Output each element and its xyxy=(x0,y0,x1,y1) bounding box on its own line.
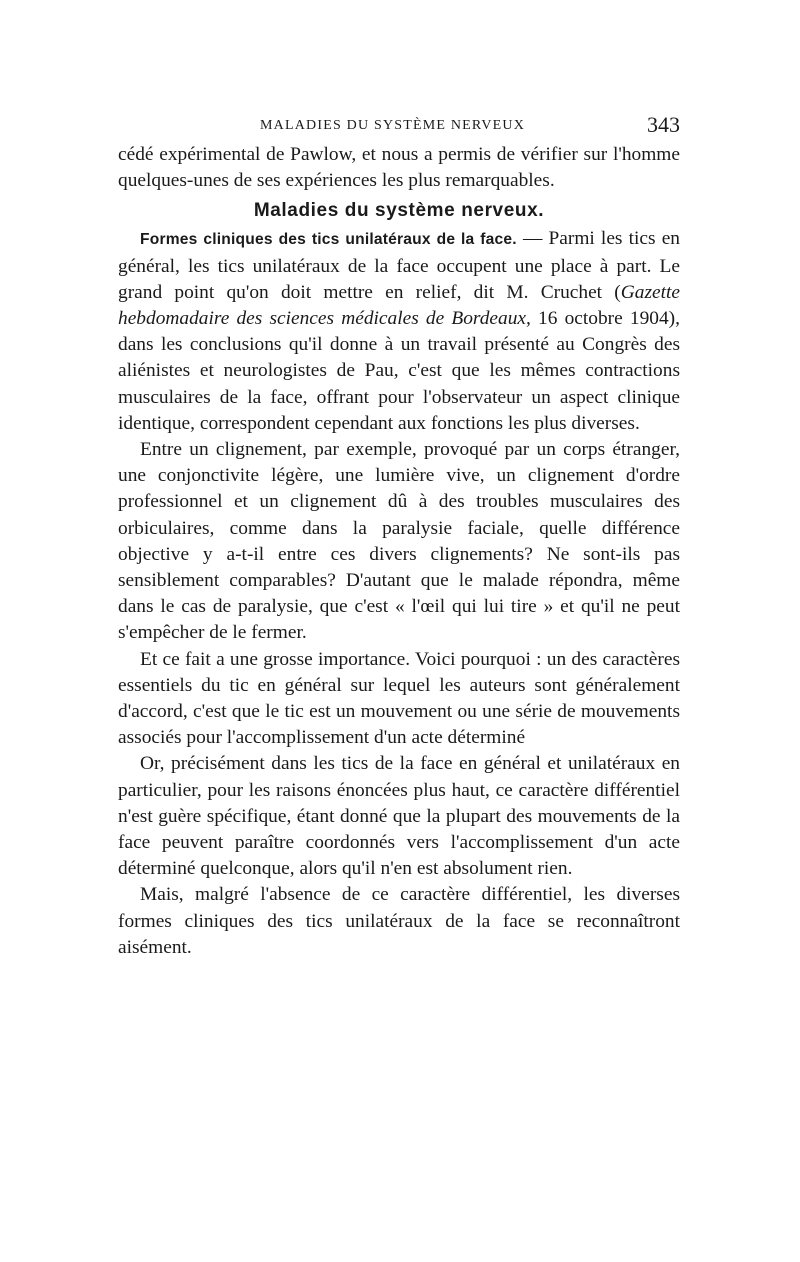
paragraph-1 xyxy=(118,226,680,437)
paragraph-1-text-b: 16 octobre 1904), dans les conclusions qu'il donne à un travail présenté au Congrès des aliénistes et neurologistes de Pau, c'est que les mêmes contractions musculaires de la face, offrant pour l'observateur un aspect clinique identique, correspondent cependant aux fonctions les plus diverses. xyxy=(118,308,680,434)
page-body xyxy=(118,142,680,961)
paragraph-4: Or, précisément dans les tics de la face en général et unilatéraux en particulier, pour les raisons énoncées plus haut, ce caractère différentiel n'est guère spécifique, étant donné que la plupart des mouvements de la face peuvent paraître coordonnés vers l'accomplissement d'un acte déterminé quelconque, alors qu'il n'en est absolument rien. xyxy=(118,753,680,880)
running-head xyxy=(118,112,680,142)
subheading: Formes cliniques des tics unilatéraux de la face. xyxy=(140,231,517,249)
paragraph-2: Entre un clignement, par exemple, provoqué par un corps étranger, une conjonctivite légère, une lumière vive, un clignement d'ordre professionnel et un clignement dû à des troubles musculaires des orbiculaires, comme dans la paralysie faciale, quelle différence objective y a-t-il entre ces divers clignements? Ne sont-ils pas sensiblement comparables? D'autant que le malade répondra, même dans le cas de paralysie, que c'est « l'œil qui lui tire » et qu'il ne peut s'empêcher de le fermer. xyxy=(118,439,680,644)
page-number: 343 xyxy=(647,112,680,137)
paragraph-1-text-a: — Parmi les tics en général, les tics unilatéraux de la face occupent une place à part. Le grand point qu'on doit mettre en relief, dit M. Cruchet ( xyxy=(118,228,680,303)
section-title: Maladies du système nerveux. xyxy=(253,200,545,222)
intro-paragraph: cédé expérimental de Pawlow, et nous a permis de vérifier sur l'homme quelques-unes de ses expériences les plus remarquables. xyxy=(118,144,680,192)
journal-citation: Gazette hebdomadaire des sciences médicales de Bordeaux, xyxy=(118,281,680,330)
paragraph-3: Et ce fait a une grosse importance. Voici pourquoi : un des caractères essentiels du tic en général sur lequel les auteurs sont généralement d'accord, c'est que le tic est un mouvement ou une série de mouvements associés pour l'accomplissement d'un acte déterminé xyxy=(118,648,680,749)
book-page xyxy=(118,112,680,961)
paragraph-5: Mais, malgré l'absence de ce caractère différentiel, les diverses formes cliniques des tics unilatéraux de la face se reconnaîtront aisément. xyxy=(118,884,680,958)
running-title: MALADIES DU SYSTÈME NERVEUX xyxy=(260,118,525,133)
